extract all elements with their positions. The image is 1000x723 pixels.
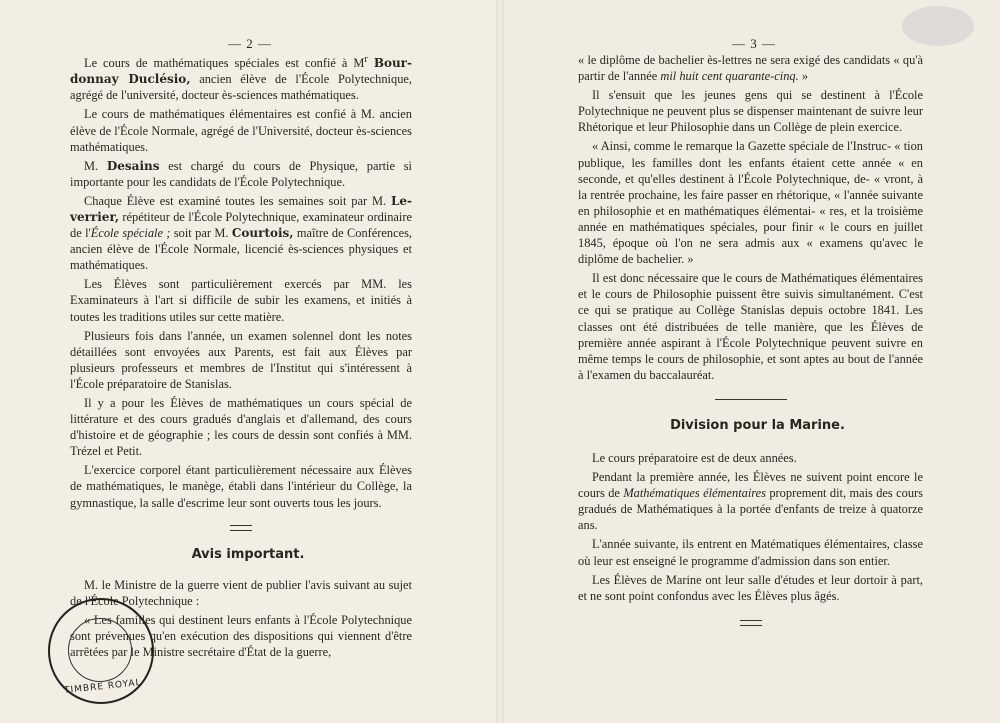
left-text-column bbox=[70, 52, 412, 663]
stamp-label: TIMBRE ROYAL bbox=[63, 677, 143, 697]
paragraph: Les Élèves sont particulièrement exercés par MM. les Examinateurs à l'art si difficile de subir les examens, et initiés à toutes les traditions utiles sur cette matière. bbox=[70, 277, 412, 324]
paragraph: « Ainsi, comme le remarque la Gazette spéciale de l'Instruc- « tion publique, les familles dont les enfants étaient cette année « en seconde, et qu'elles destinent à l'École Polytechnique, de- « vront, à la rentrée prochaine, les faire passer en rhétorique, « l'année suivante en philosophie et en mathématiques élémentai- « res, et la troisième année en mathématiques spéciales, pour finir « le cours en juillet 1845, époque où l'on ne sera admis aux « examens qu'avec le diplôme de bachelier. » bbox=[578, 139, 923, 267]
paragraph: Il s'ensuit que les jeunes gens qui se destinent à l'École Polytechnique ne peuvent plus se dispenser maintenant de suivre leur Rhétorique et leur Philosophie dans un Collège de plein exercice. bbox=[578, 88, 923, 135]
paragraph: L'exercice corporel étant particulièrement nécessaire aux Élèves de mathématiques, le manège, établi dans l'intérieur du Collège, la gymnastique, la salle d'escrime leur sont ouverts tous les jours. bbox=[70, 463, 412, 510]
section-title-marine: Division pour la Marine. bbox=[670, 417, 845, 433]
right-page-number: — 3 — bbox=[732, 36, 776, 51]
faint-library-stamp bbox=[902, 6, 974, 46]
ornament-divider bbox=[230, 525, 252, 531]
paragraph: M. Desains est chargé du cours de Physique, partie si importante pour les candidats de l'École Polytechnique. bbox=[70, 158, 413, 189]
page-fold bbox=[496, 0, 504, 723]
section-rule bbox=[715, 399, 787, 400]
paragraph: Chaque Élève est examiné toutes les semaines soit par M. Le-verrier, répétiteur de l'École Polytechnique, examinateur ordinaire de l'École spéciale ; soit par M. Courtois, maître de Conférences, ancien élève de l'École Normale, licencié ès-sciences physiques et mathématiques. bbox=[70, 193, 412, 273]
paragraph: Il est donc nécessaire que le cours de Mathématiques élémentaires et le cours de Philosophie puissent être suivis simultanément. C'est ce qui se pratique au Collège Stanislas depuis octobre 1841. Les classes ont été distribuées de telle manière, que les Élèves de première année aspirant à l'École Polytechnique peuvent suivre en même temps le cours de philosophie, et sont aptes au bout de l'année à l'examen du baccalauréat. bbox=[578, 271, 923, 382]
paragraph: Le cours préparatoire est de deux années. bbox=[592, 450, 797, 465]
paragraph: Les Élèves de Marine ont leur salle d'études et leur dortoir à part, et ne sont point confondus avec les Élèves plus âgés. bbox=[578, 572, 923, 603]
paragraph: Plusieurs fois dans l'année, un examen solennel dont les notes détaillées sont envoyées aux Parents, est fait aux Élèves par plusieurs professeurs et membres de l'Institut qui s'intéressent à l'École préparatoire de Stanislas. bbox=[70, 328, 412, 391]
paragraph: Il y a pour les Élèves de mathématiques un cours spécial de littérature et des cours gradués d'anglais et d'allemand, des cours d'histoire et de géographie ; les cours de dessin sont confiés à MM. Trézel et Petit. bbox=[70, 396, 412, 459]
paragraph: « Les familles qui destinent leurs enfants à l'École Polytechnique sont prévenues qu'en exécution des dispositions qui viennent d'être arrêtées par le Ministre secrétaire d'État de la guerre, bbox=[70, 612, 412, 660]
paragraph: Pendant la première année, les Élèves ne suivent point encore le cours de Mathématiques élémentaires proprement dit, mais des cours gradués de Mathématiques à la portée d'enfants de treize à quatorze ans. bbox=[578, 470, 923, 533]
paragraph: M. le Ministre de la guerre vient de publier l'avis suivant au sujet de l'École Polytechnique : bbox=[70, 577, 412, 608]
paragraph: Le cours de mathématiques spéciales est confié à $M^r$ Bour-donnay Duclésio, ancien élève de l'École Polytechnique, agrégé de l'université, docteur ès-sciences mathématiques. bbox=[70, 54, 412, 103]
paragraph: Le cours de mathématiques élémentaires est confié à M. ancien élève de l'École Normale, agrégé de l'Université, docteur ès-sciences mathématiques. bbox=[70, 107, 412, 154]
ornament-divider bbox=[740, 620, 762, 626]
paragraph: L'année suivante, ils entrent en Matématiques élémentaires, classe où leur est enseigné le programme d'admission dans son entier. bbox=[578, 537, 923, 568]
right-text-column bbox=[578, 52, 923, 634]
section-title-avis: Avis important. bbox=[191, 546, 305, 562]
left-page-number: — 2 — bbox=[228, 36, 272, 51]
paragraph: « le diplôme de bachelier ès-lettres ne sera exigé des candidats « qu'à partir de l'année mil huit cent quarante-cinq. » bbox=[578, 53, 923, 84]
